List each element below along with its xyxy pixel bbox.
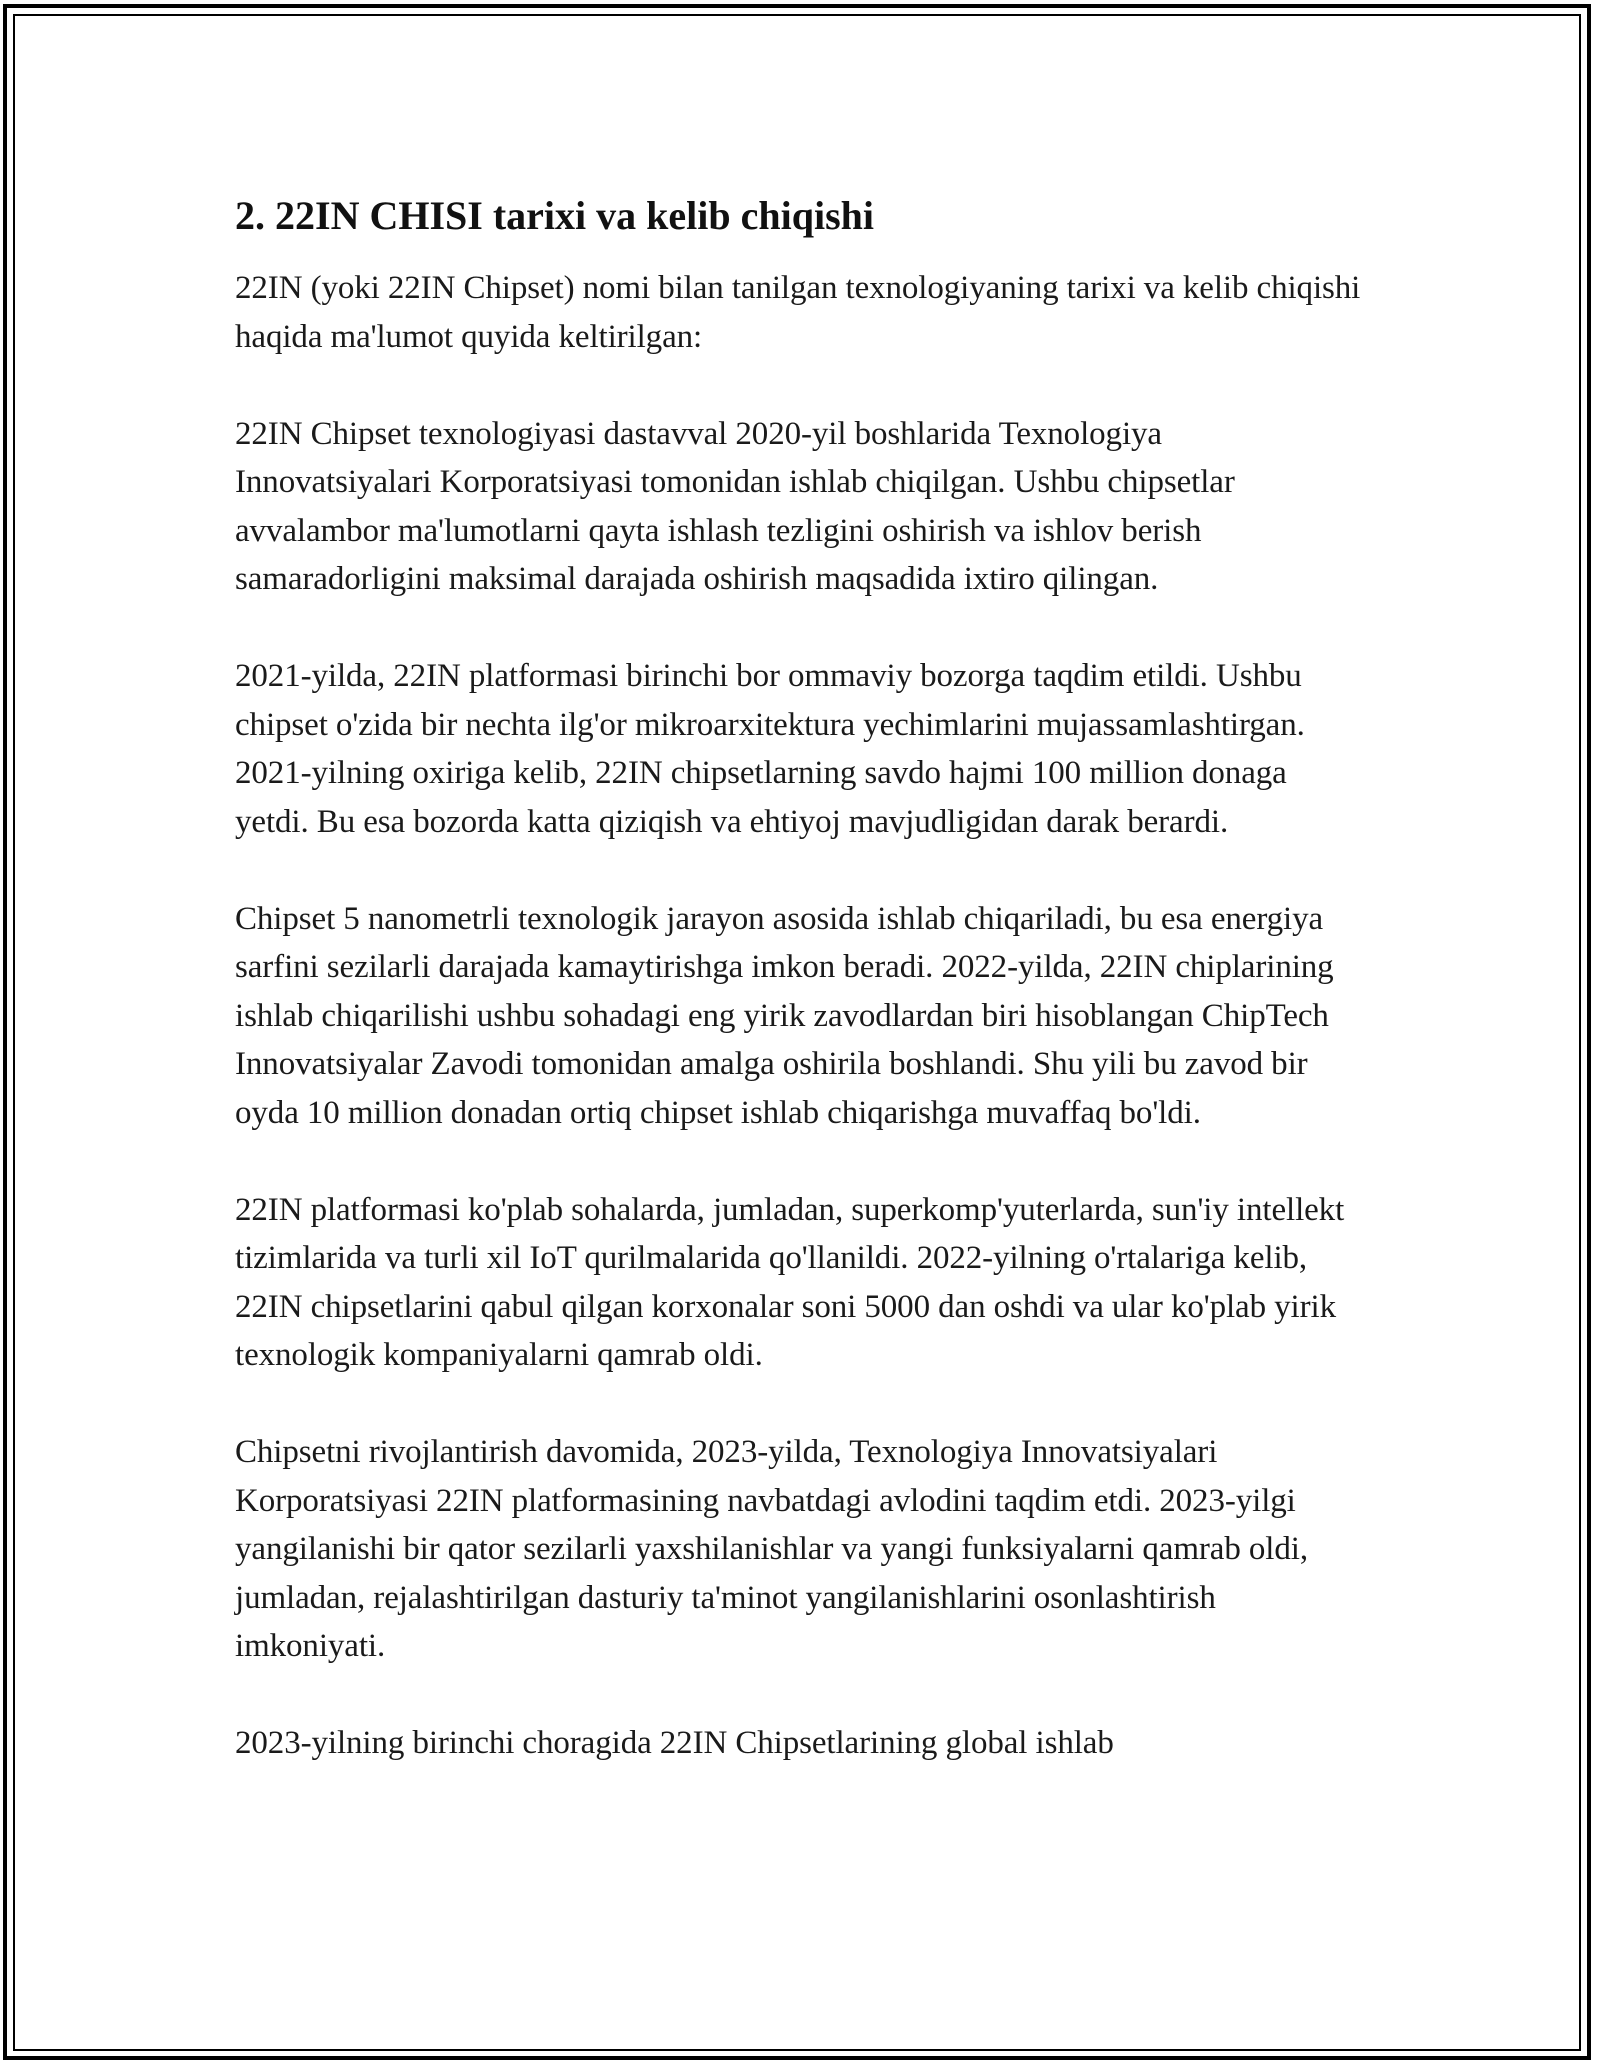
paragraph-intro: 22IN (yoki 22IN Chipset) nomi bilan tanilgan texnologiyaning tarixi va kelib chiqishi haqida ma'lumot quyida keltirilgan:: [235, 270, 1361, 355]
document-body: [235, 188, 1365, 1816]
paragraph-adoption: 22IN platformasi ko'plab sohalarda, jumladan, superkomp'yuterlarda, sun'iy intellekt tizimlarida va turli xil IoT qurilmalarida qo'llanildi. 2022-yilning o'rtalariga kelib, 22IN chipsetlarini qabul qilgan korxonalar soni 5000 dan oshdi va ular ko'plab yirik texnologik kompaniyalarni qamrab oldi.: [235, 1191, 1345, 1373]
paragraph-manufacturing: Chipset 5 nanometrli texnologik jarayon asosida ishlab chiqariladi, bu esa energiya sarfini sezilarli darajada kamaytirishga imkon beradi. 2022-yilda, 22IN chiplarining ishlab chiqarilishi ushbu sohadagi eng yirik zavodlardan biri hisoblangan ChipTech Innovatsiyalar Zavodi tomonidan amalga oshirila boshlandi. Shu yili bu zavod bir oyda 10 million donadan ortiq chipset ishlab chiqarishga muvaffaq bo'ldi.: [235, 900, 1334, 1131]
paragraph-2021-launch: 2021-yilda, 22IN platformasi birinchi bor ommaviy bozorga taqdim etildi. Ushbu chipset o'zida bir nechta ilg'or mikroarxitektura yechimlarini mujassamlashtirgan. 2021-yilning oxiriga kelib, 22IN chipsetlarning savdo hajmi 100 million donaga yetdi. Bu esa bozorda katta qiziqish va ehtiyoj mavjudligidan darak berardi.: [235, 658, 1305, 840]
paragraph-2023-q1: 2023-yilning birinchi choragida 22IN Chipsetlarining global ishlab: [235, 1725, 1114, 1761]
paragraph-origin: 22IN Chipset texnologiyasi dastavval 2020-yil boshlarida Texnologiya Innovatsiyalari Korporatsiyasi tomonidan ishlab chiqilgan. Ushbu chipsetlar avvalambor ma'lumotlarni qayta ishlash tezligini oshirish va ishlov berish samaradorligini maksimal darajada oshirish maqsadida ixtiro qilingan.: [235, 415, 1235, 597]
paragraph-2023-update: Chipsetni rivojlantirish davomida, 2023-yilda, Texnologiya Innovatsiyalari Korporatsiyasi 22IN platformasining navbatdagi avlodini taqdim etdi. 2023-yilgi yangilanishi bir qator sezilarli yaxshilanishlar va yangi funksiyalarni qamrab oldi, jumladan, rejalashtirilgan dasturiy ta'minot yangilanishlarini osonlashtirish imkoniyati.: [235, 1434, 1308, 1664]
section-heading: 2. 22IN CHISI tarixi va kelib chiqishi: [235, 193, 875, 238]
